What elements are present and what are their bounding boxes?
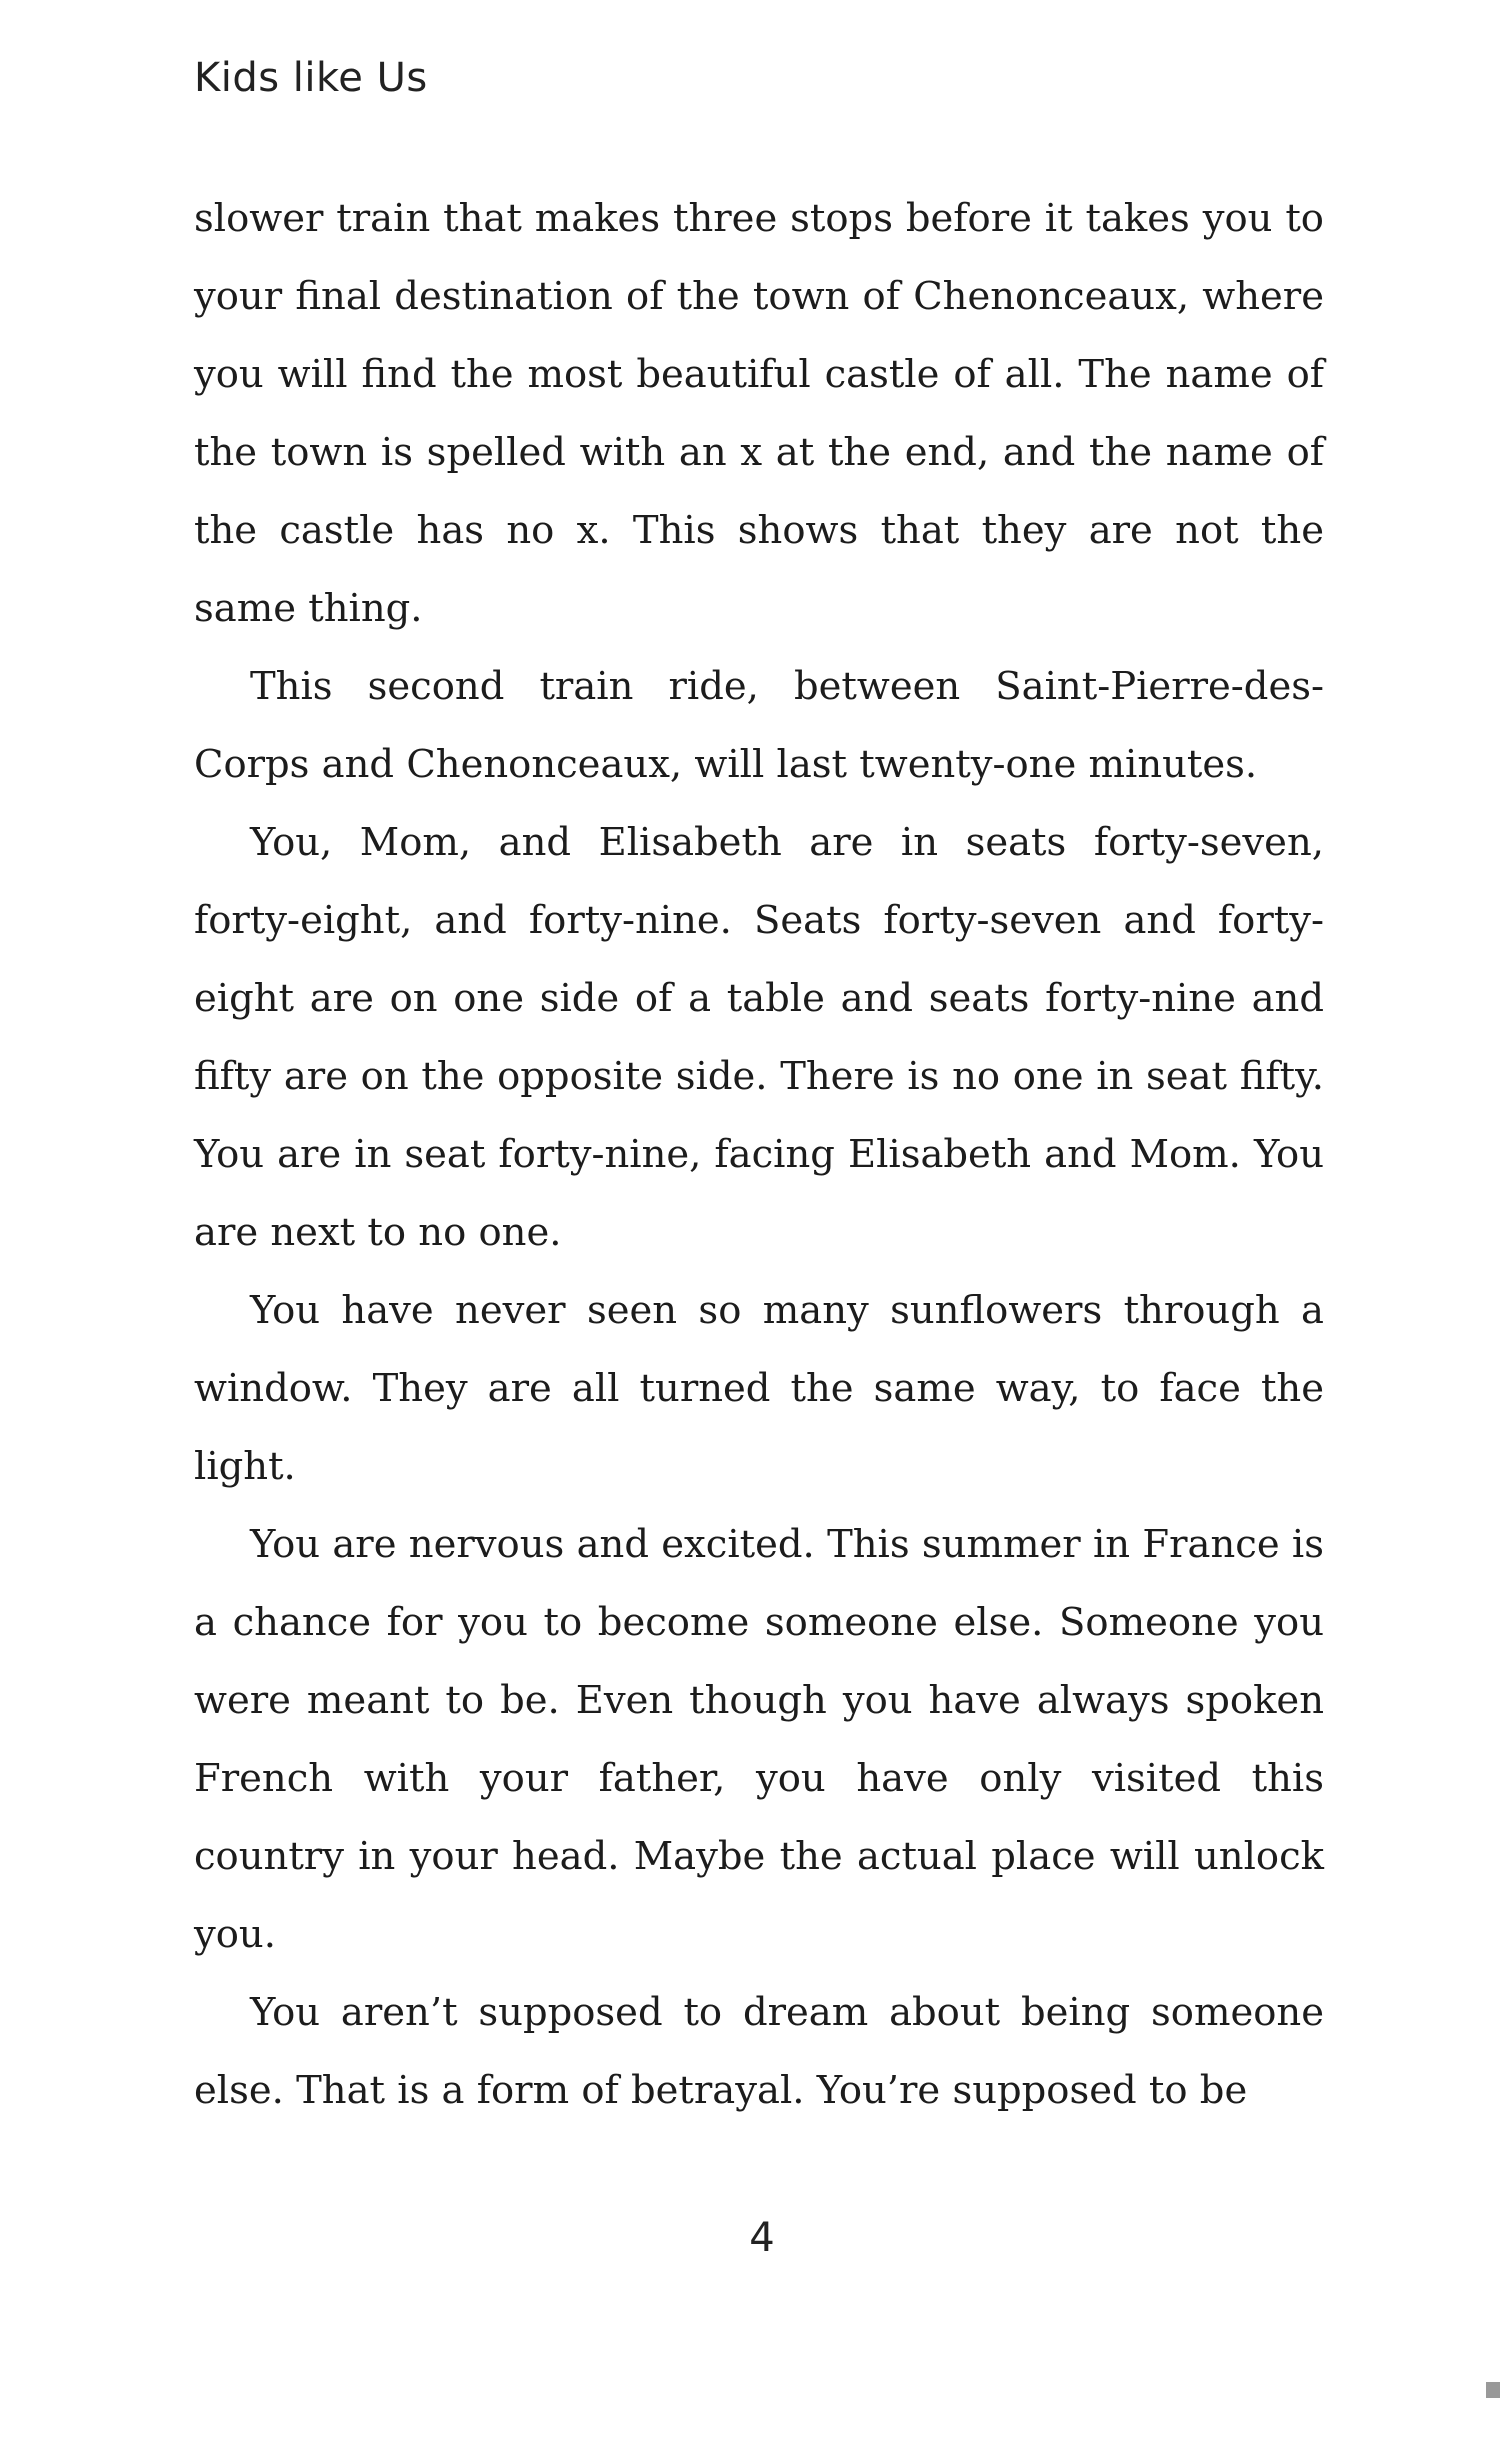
paragraph: You aren’t supposed to dream about being someone else. That is a form of betrayal. You’re supposed to be bbox=[194, 1990, 1324, 2113]
scan-edge-mark bbox=[1486, 2382, 1500, 2398]
body-text bbox=[194, 180, 1324, 2130]
paragraph: You, Mom, and Elisabeth are in seats forty-seven, forty-eight, and forty-nine. Seats forty-seven and forty-eight are on one side of a table and seats forty-nine and fifty are on the opposite side. There is no one in seat fifty. You are in seat forty-nine, facing Elisabeth and Mom. You are next to no one. bbox=[194, 820, 1324, 1255]
paragraph: You have never seen so many sunflowers through a window. They are all turned the same way, to face the light. bbox=[194, 1288, 1324, 1489]
page-number: 4 bbox=[749, 2215, 775, 2261]
running-head: Kids like Us bbox=[194, 55, 428, 101]
paragraph: You are nervous and excited. This summer in France is a chance for you to become someone else. Someone you were meant to be. Even though you have always spoken French with your father, you have only visited this country in your head. Maybe the actual place will unlock you. bbox=[194, 1522, 1324, 1957]
paragraph: slower train that makes three stops before it takes you to your final destination of the town of Chenonceaux, where you will find the most beautiful castle of all. The name of the town is spelled with an x at the end, and the name of the castle has no x. This shows that they are not the same thing. bbox=[194, 196, 1324, 631]
paragraph: This second train ride, between Saint-Pierre-des-Corps and Chenonceaux, will last twenty-one minutes. bbox=[194, 664, 1324, 787]
